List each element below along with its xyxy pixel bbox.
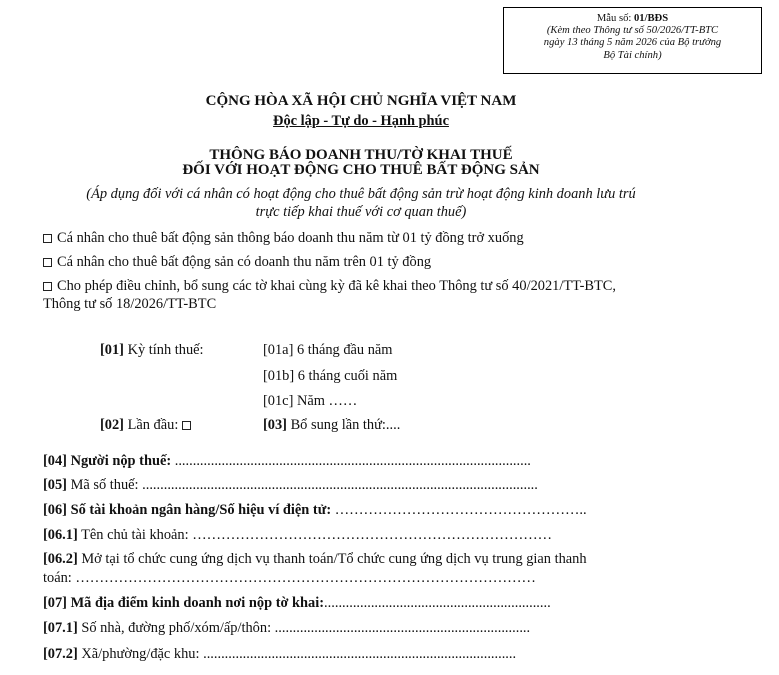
option-revenue-over-1bn[interactable]: Cá nhân cho thuê bất động sản có doanh thu năm trên 01 tỷ đồng (43, 254, 431, 271)
field-01a-first-half[interactable]: [01a] 6 tháng đầu năm (263, 342, 393, 358)
field-06-bank-account[interactable]: [06] Số tài khoản ngân hàng/Số hiệu ví điện tử: …………………………………………….. (43, 502, 587, 518)
checkbox[interactable] (182, 421, 191, 430)
option-allow-amendment-line-2: Thông tư số 18/2026/TT-BTC (43, 296, 217, 312)
checkbox[interactable] (43, 234, 52, 243)
field-07-business-location-code[interactable]: [07] Mã địa điểm kinh doanh nơi nộp tờ khai:............................................................... (43, 595, 551, 611)
field-01b-second-half[interactable]: [01b] 6 tháng cuối năm (263, 368, 398, 384)
form-note-line-2: ngày 13 tháng 5 năm 2026 của Bộ trưởng (543, 37, 722, 49)
form-note-line-1: (Kèm theo Thông tư số 50/2026/TT-BTC (546, 25, 719, 37)
field-01c-year[interactable]: [01c] Năm …… (263, 393, 358, 409)
document-title-line-1: THÔNG BÁO DOANH THU/TỜ KHAI THUẾ (209, 147, 513, 163)
field-07-2-ward[interactable]: [07.2] Xã/phường/đặc khu: ....................................................................................... (43, 646, 517, 662)
option-revenue-under-1bn[interactable]: Cá nhân cho thuê bất động sản thông báo doanh thu năm từ 01 tỷ đồng trở xuống (43, 230, 524, 247)
field-04-taxpayer[interactable]: [04] Người nộp thuế: ................................................................................................... (43, 453, 531, 469)
form-number: Mẫu số: 01/BĐS (596, 13, 669, 24)
country-name: CỘNG HÒA XÃ HỘI CHỦ NGHĨA VIỆT NAM (205, 93, 517, 109)
field-05-tax-code[interactable]: [05] Mã số thuế: .............................................................................................................. (43, 477, 538, 493)
field-06-2-payment-provider[interactable]: [06.2] Mở tại tổ chức cung ứng dịch vụ thanh toán/Tổ chức cung ứng dịch vụ trung gian thanh (43, 551, 587, 567)
field-06-1-account-holder[interactable]: [06.1] Tên chủ tài khoản: ………………………………………………………………… (43, 527, 552, 543)
field-03-supplement[interactable]: [03] Bổ sung lần thứ:.... (263, 417, 401, 433)
document-title-line-2: ĐỐI VỚI HOẠT ĐỘNG CHO THUÊ BẤT ĐỘNG SẢN (182, 162, 540, 178)
scope-note-line-2: trực tiếp khai thuế với cơ quan thuế) (255, 204, 467, 220)
form-note-line-3: Bộ Tài chính) (603, 49, 662, 61)
option-allow-amendment[interactable]: Cho phép điều chỉnh, bổ sung các tờ khai cùng kỳ đã kê khai theo Thông tư số 40/2021/TT-BTC, (43, 278, 616, 295)
form-number-box (503, 7, 762, 74)
scope-note-line-1: (Áp dụng đối với cá nhân có hoạt động cho thuê bất động sản trừ hoạt động kinh doanh lưu trú (86, 186, 636, 202)
national-motto: Độc lập - Tự do - Hạnh phúc (273, 113, 449, 129)
field-01-tax-period: [01] Kỳ tính thuế: (100, 342, 204, 358)
field-07-1-street-address[interactable]: [07.1] Số nhà, đường phố/xóm/ấp/thôn: ....................................................................... (43, 620, 531, 636)
field-06-2-continuation[interactable]: toán: …………………………………………………………………………………… (43, 570, 536, 586)
field-02-first-time[interactable]: [02] Lần đầu: (100, 417, 191, 434)
checkbox[interactable] (43, 282, 52, 291)
checkbox[interactable] (43, 258, 52, 267)
